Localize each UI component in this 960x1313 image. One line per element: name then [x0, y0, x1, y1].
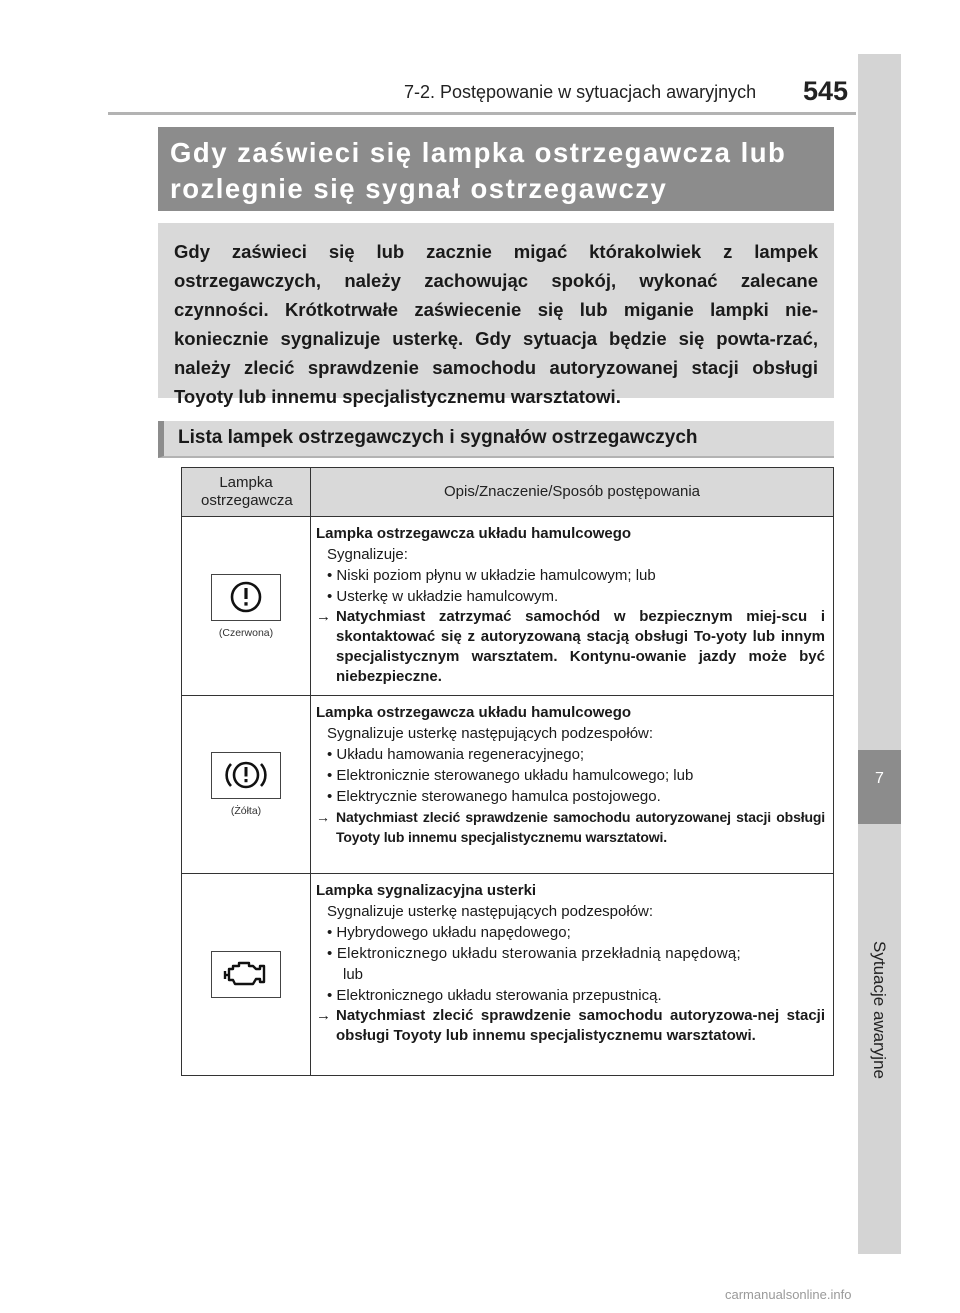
lamp-title: Lampka ostrzegawcza układu hamulcowego: [316, 525, 632, 542]
table-header-row: [182, 468, 834, 517]
list-item: • Niski poziom płynu w układzie hamulcowym; lub: [327, 567, 656, 584]
brake-warning-red-icon: [211, 574, 281, 621]
list-item: • Elektronicznie sterowanego układu hamulcowego; lub: [327, 767, 694, 784]
table-row: [182, 696, 834, 874]
list-item: • Elektronicznego układu sterowania przepustnicą.: [327, 987, 662, 1004]
running-header: 7-2. Postępowanie w sytuacjach awaryjnych: [404, 82, 757, 102]
lamp-color-caption: (Czerwona): [218, 626, 274, 639]
lamp-icon-cell: [182, 517, 311, 696]
lamp-description-cell: [311, 517, 834, 696]
page-number: 545: [803, 76, 849, 106]
lamp-title: Lampka sygnalizacyjna usterki: [316, 882, 537, 899]
subsection-heading: Lista lampek ostrzegawczych i sygnałów ostrzegawczych: [158, 421, 834, 458]
lamp-intro: Sygnalizuje usterkę następujących podzespołów:: [327, 903, 654, 920]
lamp-icon-cell: [182, 874, 311, 1076]
warning-lamps-table: [181, 467, 834, 1076]
table-row: [182, 874, 834, 1076]
lamp-description-cell: [311, 696, 834, 874]
lamp-action: → Natychmiast zlecić sprawdzenie samochodu autoryzowanej stacji obsługi Toyoty lub innemu specjalistycznemu warsztatowi.: [316, 809, 825, 845]
engine-check-icon: [211, 951, 281, 998]
chapter-title: Sytuacje awaryjne: [870, 941, 889, 1079]
arrow-right-icon: →: [316, 809, 330, 825]
column-header-lamp: Lampka ostrzegawcza: [182, 468, 311, 517]
lamp-color-caption: (Żółta): [230, 805, 262, 817]
header-divider: [108, 112, 856, 115]
brake-warning-yellow-icon: [211, 752, 281, 799]
arrow-right-icon: →: [316, 608, 331, 625]
section-title-line-2: rozlegnie się sygnał ostrzegawczy: [170, 173, 668, 204]
list-item: • Usterkę w układzie hamulcowym.: [327, 588, 559, 605]
table-row: [182, 517, 834, 696]
lamp-title: Lampka ostrzegawcza układu hamulcowego: [316, 704, 632, 721]
list-item: • Elektrycznie sterowanego hamulca postojowego.: [327, 788, 661, 805]
intro-paragraph: Gdy zaświeci się lub zacznie migać którakolwiek z lampek ostrzegawczych, należy zachowując spokój, wykonać zalecane czynności. Krótkotrwałe zaświecenie się lub miganie lampki nie-koniecznie sygnalizuje usterkę. Gdy sytuacja będzie się powta-rzać, należy zlecić sprawdzenie samochodu autoryzowanej stacji obsługi Toyoty lub innemu specjalistycznemu warsztatowi.: [158, 223, 834, 398]
site-watermark: carmanualsonline.info: [725, 1287, 852, 1302]
list-item: • Układu hamowania regeneracyjnego;: [327, 746, 585, 763]
list-item: • Elektronicznego układu sterowania przekładnią napędową;: [327, 945, 741, 962]
lamp-icon-cell: [182, 696, 311, 874]
arrow-right-icon: →: [316, 1007, 331, 1024]
chapter-number: 7: [875, 770, 884, 787]
column-header-description: Opis/Znaczenie/Sposób postępowania: [311, 468, 834, 517]
lamp-action: → Natychmiast zatrzymać samochód w bezpiecznym miej-scu i skontaktować się z autoryzowaną stacją obsługi To-yoty lub innym specjalistycznym warsztatem. Kontynu-owanie jazdy może być niebezpieczne.: [316, 608, 825, 685]
lamp-action: → Natychmiast zlecić sprawdzenie samochodu autoryzowa-nej stacji obsługi Toyoty lub innemu specjalistycznemu warsztatowi.: [316, 1007, 825, 1044]
list-item: • Hybrydowego układu napędowego;: [327, 924, 571, 941]
lamp-intro: Sygnalizuje:: [327, 546, 408, 563]
list-item: lub: [343, 966, 364, 983]
lamp-description-cell: [311, 874, 834, 1076]
lamp-intro: Sygnalizuje usterkę następujących podzespołów:: [327, 725, 654, 742]
section-title: [158, 127, 834, 211]
section-title-line-1: Gdy zaświeci się lampka ostrzegawcza lub: [170, 137, 787, 168]
